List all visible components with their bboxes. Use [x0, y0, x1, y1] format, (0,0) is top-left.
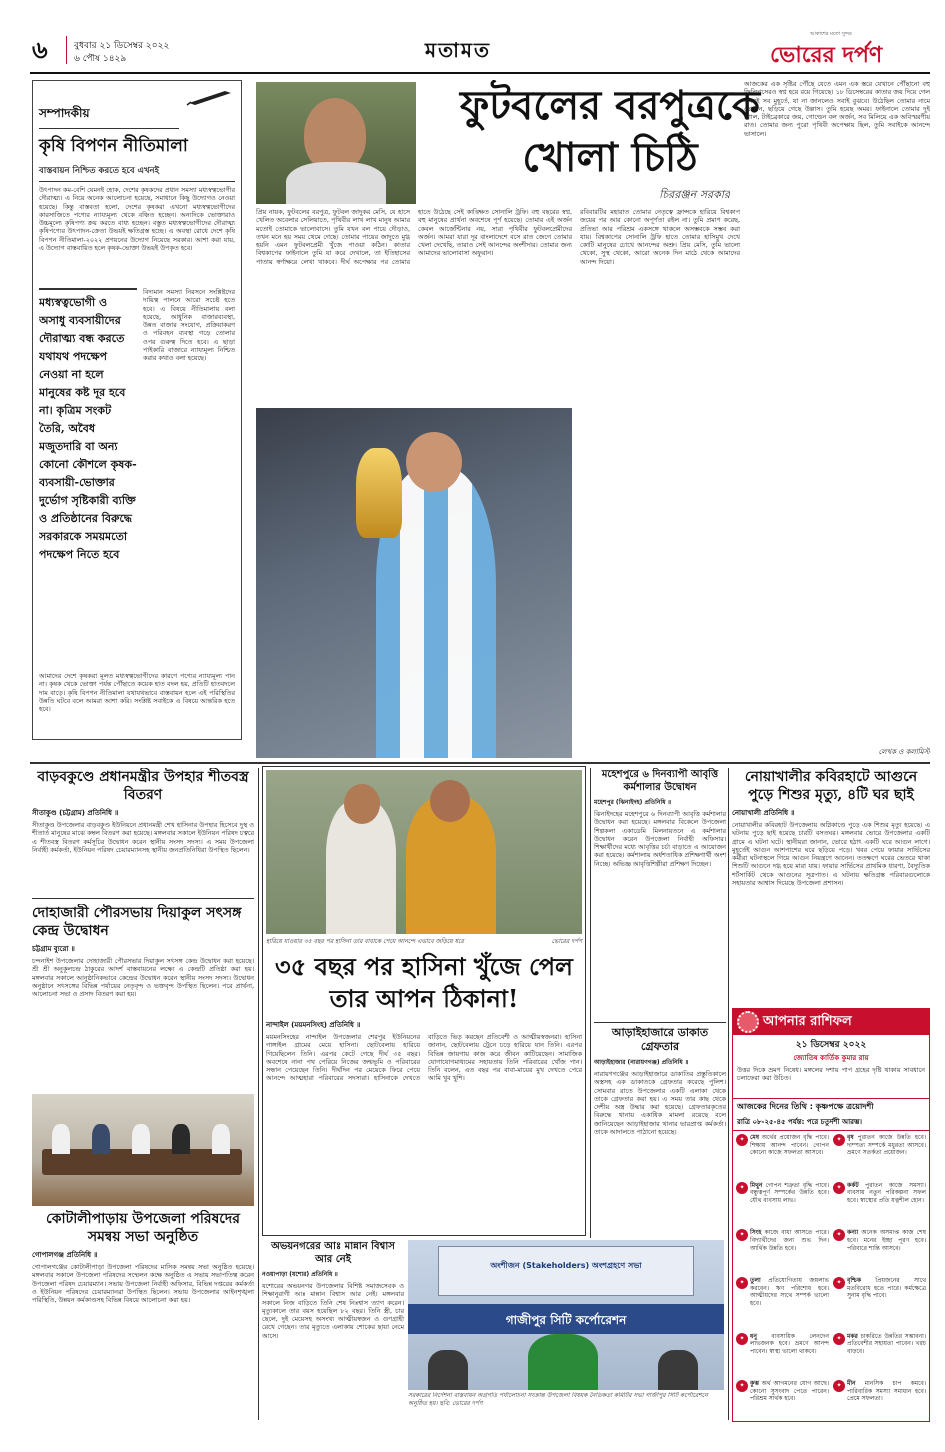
horoscope-sign-text: অর্থের প্রয়োজন বৃদ্ধি পাবে। শিক্ষায় আনন্দ পাবেন। গোপন কোনো কাজে সফলতা আসবে। — [750, 1134, 829, 1157]
mohespur-headline: মহেশপুরে ৬ দিনব্যাপী আবৃত্তি কর্মশালার উদ্বোধন — [601, 769, 719, 793]
main-author: চিররঞ্জন সরকার — [659, 188, 730, 201]
horoscope-sign — [833, 1229, 926, 1274]
hasina-photo-credit: ভোরের দর্পণ — [551, 938, 582, 945]
editorial-label: সম্পাদকীয় — [39, 105, 179, 129]
baraikundu-body: সীতাকুণ্ড উপজেলার বাড়বকুণ্ড ইউনিয়নে প্রধানমন্ত্রী শেখ হাসিনার উপহার হিসেবে দুস্থ ও শীতার্ত মানুষের মাঝে কম্বল বিতরণ করা হয়েছে। মঙ্গলবার সকালে ইউনিয়ন পরিষদ চত্বরে এ শীতবস্ত্র বিতরণ কর্মসূচির উদ্বোধন করেন স্থানীয় সংসদ সদস্য। এ সময় উপজেলা নির্বাহী কর্মকর্তা, ইউনিয়ন পরিষদ চেয়ারম্যানসহ স্থানীয় জনপ্রতিনিধিরা উপস্থিত ছিলেন। — [32, 821, 254, 854]
page-number: ৬ — [32, 35, 48, 64]
horoscope-sign — [833, 1277, 926, 1329]
editorial-subhead: বাস্তবায়ন নিশ্চিত করতে হবে এখনই — [39, 164, 235, 182]
meeting-photo — [32, 1094, 254, 1206]
horoscope-date: ২১ ডিসেম্বর ২০২২ — [795, 1040, 867, 1050]
horoscope-sign — [736, 1134, 829, 1179]
main-body-far: আজকের এক সৃষ্টির পৌঁছে যেতে এমন এক স্তরে যেখানে পৌঁছানো বহু ফিলিপসেরও স্বপ্ন হয়ে রয়ে গিয়েছে। ১৮ ডিসেম্বরের কাতার জয় দিয়ে গেল এমনই সব মুহূর্তে, যা না জানলেও সবাই বুঝবে। উঠেছিল তোমার নামে স্লোগান, ছড়িয়ে গেছে উল্লাস। তুমি হয়েছ অমর। ফাইনালে তোমার দুই গোল, টাইব্রেকারে জয়, গোল্ডেন বল অর্জন, সব মিলিয়ে এক অবিস্মরণীয় রাত। তোমার জন্য পুরো পৃথিবী অপেক্ষায় ছিল, তুমি সবাইকে আনন্দে ভাসালে। — [744, 80, 930, 138]
gazipur-photo — [408, 1240, 724, 1390]
horoscope-sign — [833, 1134, 926, 1179]
zodiac-sign-icon: ✦ — [736, 1380, 748, 1392]
zodiac-sign-icon: ✦ — [833, 1134, 845, 1146]
horoscope-sign-name: মেষ — [750, 1134, 760, 1141]
hasina-dateline: নান্দাইল (ময়মনসিংহ) প্রতিনিধি ॥ — [266, 1021, 361, 1029]
story-bishwas — [262, 1240, 404, 1420]
noakhali-body: নোয়াখালীর কবিরহাট উপজেলায় অগ্নিকাণ্ডে পুড়ে এক শিশুর মৃত্যু হয়েছে। এ ঘটনায় পুড়ে ছাই হয়েছে চারটি বসতঘর। মঙ্গলবার ভোরে উপজেলার একটি গ্রামে এ ঘটনা ঘটে। স্থানীয়রা জানান, ভোরে হঠাৎ একটি ঘরে আগুন লাগে। মুহূর্তেই আগুন আশপাশের ঘরে ছড়িয়ে পড়ে। খবর পেয়ে ফায়ার সার্ভিসের কর্মীরা ঘটনাস্থলে গিয়ে আগুন নিয়ন্ত্রণে আনেন। ততক্ষণে ঘরের ভেতরে থাকা শিশুটি আগুনে দগ্ধ হয়ে মারা যায়। ফায়ার সার্ভিসের প্রাথমিক ধারণা, বৈদ্যুতিক শর্টসার্কিট থেকে আগুনের সূত্রপাত। এ ঘটনায় ক্ষতিগ্রস্ত পরিবারগুলোকে সহায়তার আশ্বাস দিয়েছে উপজেলা প্রশাসন। — [732, 821, 930, 888]
kotalipara-headline: কোটালীপাড়ায় উপজেলা পরিষদের সমন্বয় সভা অনুষ্ঠিত — [46, 1211, 240, 1245]
horoscope-sign-text: কাজে বাধা আসতে পারে। বিদ্যার্থীদের জন্য শুভ দিন। আর্থিক উন্নতি হবে। — [750, 1229, 829, 1252]
zodiac-sign-icon: ✦ — [833, 1229, 845, 1241]
horoscope-sign-text: অর্থ আগমনের যোগ আছে। কোনো সুসংবাদ পেতে পারেন। পরিশ্রম সার্থক হবে। — [750, 1380, 829, 1403]
horoscope-sign-name: কন্যা — [847, 1229, 859, 1237]
hasina-photo — [266, 770, 582, 934]
hasina-body: ময়মনসিংহের নান্দাইল উপজেলার শেরপুর ইউনিয়নের গাঙ্গাইল গ্রামের মেয়ে হাসিনা। ছোটবেলায় হারিয়ে গিয়েছিলেন তিনি। এরপর কেটে গেছে দীর্ঘ ৩৫ বছর। অবশেষে নানা পথ পেরিয়ে নিজের জন্মভূমি ও পরিবারের সন্ধান পেয়েছেন তিনি। দীর্ঘদিন পর মেয়েকে ফিরে পেয়ে আনন্দে আত্মহারা পরিবারের সদস্যরা। হাসিনাকে দেখতে বাড়িতে ভিড় করছেন প্রতিবেশী ও আত্মীয়স্বজনরা। হাসিনা জানান, ছোটবেলায় ট্রেনে চড়ে হারিয়ে যান তিনি। এরপর বিভিন্ন জায়গায় কাজ করে জীবন কাটিয়েছেন। সামাজিক যোগাযোগমাধ্যমের সহায়তায় তিনি পরিবারের খোঁজ পান। তিনি বলেন, এত বছর পর বাবা-মায়ের মুখ দেখতে পেরে আমি খুব খুশি। — [266, 1033, 582, 1083]
horoscope-box — [732, 1008, 930, 1422]
horoscope-astrologer: জ্যোতিষ কার্তিক কুমার রায় — [793, 1054, 869, 1062]
zodiac-wheel-icon — [737, 1011, 759, 1033]
page-header — [30, 30, 930, 72]
horoscope-sign-text: ব্যবসায়িক লেনদেন লাভজনক হবে। ভ্রমণে আনন্দ পাবেন। স্বাস্থ্য ভালো থাকবে। — [750, 1332, 829, 1355]
zodiac-sign-icon: ✦ — [736, 1277, 748, 1289]
horoscope-sign-name: কুম্ভ — [750, 1380, 759, 1388]
horoscope-sign-name: মিথুন — [750, 1181, 763, 1189]
dohazari-body: চন্দনাইশ উপজেলার দোহাজারী পৌরসভার দিয়াকুল সৎসঙ্গ কেন্দ্র উদ্বোধন করা হয়েছে। শ্রী শ্রী অনুকূলচন্দ্র ঠাকুরের আদর্শ বাস্তবায়নের লক্ষ্যে এ কেন্দ্রটি প্রতিষ্ঠা করা হয়। মঙ্গলবার সকালে আনুষ্ঠানিকভাবে কেন্দ্রের উদ্বোধন করেন স্থানীয় সংসদ সদস্য। উদ্বোধন অনুষ্ঠানে সৎসঙ্গের বিভিন্ন পর্যায়ের নেতৃবৃন্দ ও ভক্তবৃন্দ উপস্থিত ছিলেন। পরে প্রার্থনা, আলোচনা সভা ও প্রসাদ বিতরণ করা হয়। — [32, 957, 254, 999]
horoscope-sign-name: মকর — [847, 1332, 858, 1340]
masthead-text: ভোরের দর্পণ — [770, 42, 883, 68]
horoscope-sign-text: পুরাতন কাজে সমস্যা। ব্যবসায় নতুন পরিকল্পনা সফল হবে। স্বাস্থ্যের প্রতি যত্নশীল হোন। — [847, 1181, 926, 1204]
editorial-body-1: উৎপাদন কম-বেশি যেমনই হোক, দেশের কৃষকদের প্রধান সমস্যা মধ্যস্বত্বভোগীর দৌরাত্ম্য। এ নিয়ে অনেক আলোচনা হয়েছে, সমাধানে কিছু উদ্যোগও নেওয়া হয়েছে। কিন্তু বাস্তবতা হলো, দেশের কৃষকরা এখনো মধ্যস্বত্বভোগীদের কারসাজিতে পণ্যের ন্যায্যমূল্য থেকে বঞ্চিত হচ্ছেন। অন্যদিকে ভোক্তারাও উচ্চমূল্যে কৃষিপণ্য ক্রয় করতে বাধ্য হচ্ছেন। বস্তুত মধ্যস্বত্বভোগীদের দৌরাত্ম্য কৃষিপণ্যের উৎপাদন-ক্রেতা উভয়ই ক্ষতিগ্রস্ত হচ্ছে। এ অবস্থা রোধে দেশে কৃষি বিপণন নীতিমালা-২০২২ প্রণয়নের উদ্যোগ নিয়েছে সরকার। আশা করা যায়, এ উদ্যোগ বাস্তবায়িত হলে কৃষক-ভোক্তা উভয়ই উপকৃত হবে। — [39, 186, 235, 253]
editorial-pullquote: মধ্যস্বত্বভোগী ও অসাধু ব্যবসায়ীদের দৌরাত্ম্য বন্ধ করতে যথাযথ পদক্ষেপ নেওয়া না হলে মানুষের কষ্ট দূর হবে না। কৃত্রিম সংকট তৈরি, অবৈধ মজুতদারি বা অন্য কোনো কৌশলে কৃষক-ব্যবসায়ী-ভোক্তার দুর্ভোগ সৃষ্টিকারী ব্যক্তি ও প্রতিষ্ঠানের বিরুদ্ধে সরকারকে সময়মতো পদক্ষেপ নিতে হবে — [39, 288, 137, 668]
horoscope-sign-name: ধনু — [750, 1332, 757, 1340]
story-dohazari — [32, 904, 254, 1092]
story-baraikundu — [32, 768, 254, 896]
zodiac-sign-icon: ✦ — [833, 1182, 845, 1194]
story-mohespur — [594, 768, 726, 1020]
horoscope-sign-name: বৃশ্চিক — [847, 1277, 862, 1285]
story-hasina — [262, 766, 586, 1236]
horoscope-signs — [733, 1131, 929, 1422]
editorial-body-2: বিদ্যমান সমস্যা নিরসনে সংশ্লিষ্টদের দায়িত্ব পালনে আরো সচেষ্ট হতে হবে। এ বিষয়ে নীতিমালায় বলা হয়েছে, আধুনিক বাজারব্যবস্থা, উন্নত বাজার সংযোগ, প্রক্রিয়াকরণ ও পরিবহন ব্যবস্থা গড়ে তোলার ওপর গুরুত্ব দিতে হবে। এ ছাড়া পাইকারি বাজারে ন্যায্যমূল্য নিশ্চিত করার কথাও বলা হয়েছে। — [143, 288, 235, 363]
main-signoff: লেখক ও কলামিস্ট — [878, 748, 930, 756]
horoscope-intro: উত্তর দিকে ভ্রমণ নিষেধ। মঙ্গলের দশায় পাপ গ্রহের দৃষ্টি থাকায় সাবধানে চলাফেরা করা উচিত। — [737, 1066, 925, 1083]
editorial-headline: কৃষি বিপণন নীতিমালা — [39, 136, 188, 156]
dohazari-headline: দোহাজারী পৌরসভায় দিয়াকুল সৎসঙ্গ কেন্দ্র উদ্বোধন — [32, 905, 242, 939]
arai-body: নারায়ণগঞ্জের আড়াইহাজারে ডাকাতির প্রস্তুতিকালে অস্ত্রসহ এক ডাকাতকে গ্রেফতার করেছে পুলিশ। সোমবার রাতে উপজেলার একটি এলাকা থেকে তাকে গ্রেফতার করা হয়। এ সময় তার কাছ থেকে দেশীয় অস্ত্র উদ্ধার করা হয়েছে। গ্রেফতারকৃতের বিরুদ্ধে থানায় একাধিক মামলা রয়েছে বলে জানিয়েছেন আড়াইহাজার থানার ভারপ্রাপ্ত কর্মকর্তা। তাকে আদালতে পাঠানো হয়েছে। — [594, 1070, 726, 1137]
gazipur-caption: সরকারের নির্দেশনা বাস্তবায়ন অগ্রগতি পর্যালোচনা সংক্রান্ত উপজেলা বিষয়ক নৈতিকতা কমিটির সভা গাজীপুর সিটি কর্পোরেশনে অনুষ্ঠিত হয়। ছবি: ভোরের দর্পণ — [408, 1392, 708, 1407]
horoscope-sign-text: মানসিক চাপ কমবে। পারিবারিক সমস্যা সমাধান হবে। প্রেমে সফলতা। — [847, 1380, 926, 1403]
horoscope-tithi-2: রাত্রি ০৮-২৫-৪৫ পর্যন্ত: পরে চতুর্দশী আরম্ভ। — [733, 1116, 929, 1131]
baraikundu-headline: বাড়বকুণ্ডে প্রধানমন্ত্রীর উপহার শীতবস্ত্র বিতরণ — [37, 769, 249, 803]
hasina-headline: ৩৫ বছর পর হাসিনা খুঁজে পেল তার আপন ঠিকানা! — [275, 952, 573, 1013]
trophy-icon — [356, 448, 402, 538]
horoscope-sign — [833, 1380, 926, 1422]
section-title: মতামত — [425, 38, 492, 62]
horoscope-sign — [736, 1182, 829, 1227]
arai-headline: আড়াইহাজারে ডাকাত গ্রেফতার — [611, 1026, 709, 1053]
gazipur-banner-top: অংশীজন (Stakeholders) অংশগ্রহণে সভা — [490, 1261, 642, 1270]
gazipur-banner: গাজীপুর সিটি কর্পোরেশন — [505, 1313, 627, 1327]
date-line-1: বুধবার ২১ ডিসেম্বর ২০২২ — [74, 41, 170, 51]
horoscope-sign-text: প্রতিযোগিতায় জয়লাভ করবেন। ঋণ পরিশোধ হবে। আত্মীয়দের সাথে সম্পর্ক ভালো হবে। — [750, 1277, 829, 1307]
mohespur-body: ঝিনাইদহের মহেশপুরে ৬ দিনব্যাপী আবৃত্তি কর্মশালার উদ্বোধন করা হয়েছে। মঙ্গলবার বিকেলে উপজেলা শিল্পকলা একাডেমি মিলনায়তনে এ কর্মশালার উদ্বোধন করেন উপজেলা নির্বাহী অফিসার। শিক্ষার্থীদের মধ্যে আবৃত্তির চর্চা বাড়াতে এ আয়োজন করা হয়েছে। কর্মশালায় অর্ধশতাধিক প্রশিক্ষণার্থী অংশ নিচ্ছে। অভিজ্ঞ আবৃত্তিশিল্পীরা প্রশিক্ষণ দিচ্ছেন। — [594, 810, 726, 868]
horoscope-sign — [736, 1229, 829, 1274]
zodiac-sign-icon: ✦ — [833, 1380, 845, 1392]
horoscope-sign — [833, 1333, 926, 1378]
zodiac-sign-icon: ✦ — [833, 1277, 845, 1289]
zodiac-sign-icon: ✦ — [736, 1229, 748, 1241]
horoscope-sign — [736, 1380, 829, 1422]
horoscope-tithi: আজকের দিনের তিথি : কৃষ্ণপক্ষে ত্রয়োদশী — [733, 1098, 929, 1116]
hasina-photo-caption: হারিয়ে যাওয়ার ৩৫ বছর পর হাসিনা তার বাবাকে পেয়ে আনন্দে এভাবে জড়িয়ে ধরে — [266, 938, 464, 945]
story-arai — [594, 1026, 726, 1236]
pen-icon — [185, 87, 235, 107]
bishwas-dateline: নওয়াপাড়া (যশোর) প্রতিনিধি ॥ — [262, 1271, 338, 1278]
horoscope-sign — [736, 1333, 829, 1378]
horoscope-sign-text: পুরাতন কাজে উন্নতি হবে। দাম্পত্য সম্পর্কে মধুরতা আসবে। ভ্রমণে সতর্কতা প্রয়োজন। — [847, 1134, 926, 1157]
noakhali-headline: নোয়াখালীর কবিরহাটে আগুনে পুড়ে শিশুর মৃত্যু, ৪টি ঘর ছাই — [744, 769, 918, 803]
kotalipara-dateline: গোপালগঞ্জ প্রতিনিধি ॥ — [32, 1251, 98, 1259]
mohespur-dateline: মহেশপুর (ঝিনাইদহ) প্রতিনিধি ॥ — [594, 799, 672, 806]
horoscope-sign-name: মীন — [847, 1380, 856, 1388]
zodiac-sign-icon: ✦ — [736, 1182, 748, 1194]
horoscope-sign-text: অনেক অসমাপ্ত কাজ শেষ হবে। মনের ইচ্ছা পূরণ হবে। পরিবারে শান্তি আসবে। — [847, 1229, 926, 1252]
kotalipara-body: গোপালগঞ্জের কোটালীপাড়া উপজেলা পরিষদের মাসিক সমন্বয় সভা অনুষ্ঠিত হয়েছে। মঙ্গলবার সকালে উপজেলা পরিষদের সম্মেলন কক্ষে অনুষ্ঠিত এ সভায় সভাপতিত্ব করেন উপজেলা পরিষদ চেয়ারম্যান। সভায় উপজেলা নির্বাহী অফিসার, বিভিন্ন দপ্তরের কর্মকর্তা ও ইউনিয়ন পরিষদের চেয়ারম্যানরা উপস্থিত ছিলেন। সভায় উপজেলার আইনশৃঙ্খলা পরিস্থিতি, উন্নয়ন কর্মকাণ্ডসহ বিভিন্ন বিষয়ে আলোচনা করা হয়। — [32, 1263, 254, 1305]
main-body-right: রবিবারটির মহারাত তোমার নেতৃত্বে ফ্রান্সকে হারিয়ে বিশ্বকাপ জয়ের পর আর কোনো অপূর্ণতা রইল না। তুমি প্রমাণ করেছ, প্রতিভা আর পরিশ্রম একসঙ্গে থাকলে অসম্ভবকে সম্ভব করা যায়। বিশ্বকাপের সোনালি ট্রফি হাতে তোমার হাসিমুখ দেখে কোটি মানুষের চোখে আনন্দের অশ্রু। প্রিয় মেসি, তুমি ভালো থেকো, সুস্থ থেকো, আরো অনেক দিন মাঠে থেকে আমাদের আনন্দ দিয়ো। — [580, 208, 740, 266]
horoscope-sign — [736, 1277, 829, 1329]
horoscope-sign-name: কর্কট — [847, 1181, 859, 1189]
horoscope-sign-text: গোপন শত্রুতা বৃদ্ধি পাবে। বন্ধুত্বপূর্ণ সম্পর্কের উন্নতি হবে। যৌথ ব্যবসায় লাভ। — [750, 1181, 829, 1204]
author-photo — [256, 82, 416, 204]
messi-photo — [256, 408, 572, 758]
story-kotalipara — [32, 1210, 254, 1420]
horoscope-sign-name: সিংহ — [750, 1229, 762, 1237]
horoscope-sign-text: প্রিয়জনের সাথে মতবিরোধ হতে পারে। কর্মক্ষেত্রে সুনাম বৃদ্ধি পাবে। — [847, 1277, 926, 1300]
zodiac-sign-icon: ✦ — [833, 1333, 845, 1345]
editorial-body-3: আমাদের দেশে কৃষকরা মূলত মধ্যস্বত্বভোগীদের কারণে পণ্যের ন্যায্যমূল্য পান না। কৃষক থেকে ভোক্তা পর্যন্ত পৌঁছাতে কয়েক হাত বদল হয়, প্রতিটি হাতবদলে দাম বাড়ে। কৃষি বিপণন নীতিমালা যথাযথভাবে বাস্তবায়ন হলে এই পরিস্থিতির উন্নতি ঘটবে বলে আমরা আশা করি। সংশ্লিষ্ট সবাইকে এ বিষয়ে আন্তরিক হতে হবে। — [39, 672, 235, 714]
baraikundu-dateline: সীতাকুণ্ড (চট্টগ্রাম) প্রতিনিধি ॥ — [32, 809, 119, 817]
horoscope-sign-name: তুলা — [750, 1277, 761, 1285]
bishwas-headline: অভয়নগরের আঃ মান্নান বিশ্বাস আর নেই — [271, 1241, 395, 1265]
dohazari-dateline: চট্টগ্রাম ব্যুরো ॥ — [32, 945, 75, 953]
horoscope-banner: আপনার রাশিফল — [763, 1013, 852, 1029]
zodiac-sign-icon: ✦ — [736, 1134, 748, 1146]
zodiac-sign-icon: ✦ — [736, 1333, 748, 1345]
editorial-box — [32, 80, 242, 740]
arai-dateline: আড়াইহাজার (নারায়ণগঞ্জ) প্রতিনিধি ॥ — [594, 1059, 689, 1066]
date-line-2: ৬ পৌষ ১৪২৯ — [74, 54, 127, 64]
bishwas-body: যশোরের অভয়নগর উপজেলার বিশিষ্ট সমাজসেবক ও শিক্ষানুরাগী আঃ মান্নান বিশ্বাস আর নেই। মঙ্গলবার সকালে নিজ বাড়িতে তিনি শেষ নিঃশ্বাস ত্যাগ করেন। মৃত্যুকালে তার বয়স হয়েছিল ৮২ বছর। তিনি স্ত্রী, চার ছেলে, দুই মেয়েসহ অসংখ্য আত্মীয়স্বজন ও গুণগ্রাহী রেখে গেছেন। তার মৃত্যুতে এলাকায় শোকের ছায়া নেমে আসে। — [262, 1282, 404, 1340]
masthead-tagline: আকাশের মতো সুন্দর — [810, 31, 852, 37]
main-body: প্রিয় নায়ক, ফুটবলের বরপুত্র, ফুটবল জাদুকর মেসি, যে হাসে খেলিত অবেলার সেলিয়াতে, পৃথিবীর লাখ লাখ মানুষ আমার মতোই তোমাকে ভালোবাসে। তুমি যখন বল পায়ে দৌড়াও, তখন মনে হয় সময় থেমে গেছে। তোমার পায়ের জাদুতে মুগ্ধ হয়নি এমন ফুটবলপ্রেমী খুঁজে পাওয়া কঠিন। কাতার বিশ্বকাপের ফাইনালে তুমি যা করে দেখালে, তা ইতিহাসের পাতায় স্বর্ণাক্ষরে লেখা থাকবে। দীর্ঘ অপেক্ষার পর তোমার হাতে উঠেছে সেই কাঙ্ক্ষিত সোনালি ট্রফি। বহু বছরের স্বপ্ন, বহু মানুষের প্রার্থনা অবশেষে পূর্ণ হয়েছে। তোমার এই অর্জন কেবল আর্জেন্টিনার নয়, সারা পৃথিবীর ফুটবলপ্রেমীদের অর্জন। আমরা যারা দূর বাংলাদেশে বসে রাত জেগে তোমার খেলা দেখেছি, তারাও সেই আনন্দের অংশীদার। তোমার জন্য আমাদের ভালোবাসা অফুরান। — [256, 208, 572, 266]
horoscope-sign-name: বৃষ — [847, 1134, 854, 1141]
noakhali-dateline: নোয়াখালী প্রতিনিধি ॥ — [732, 809, 795, 817]
main-headline: ফুটবলের বরপুত্রকে খোলা চিঠি — [460, 82, 760, 181]
horoscope-sign — [833, 1182, 926, 1227]
masthead-logo — [770, 38, 930, 68]
horoscope-sign-text: চাকরিতে উন্নতির সম্ভাবনা। প্রতিবেশীর সহায়তা পাবেন। খরচ বাড়বে। — [847, 1332, 926, 1355]
story-noakhali — [732, 768, 930, 1004]
